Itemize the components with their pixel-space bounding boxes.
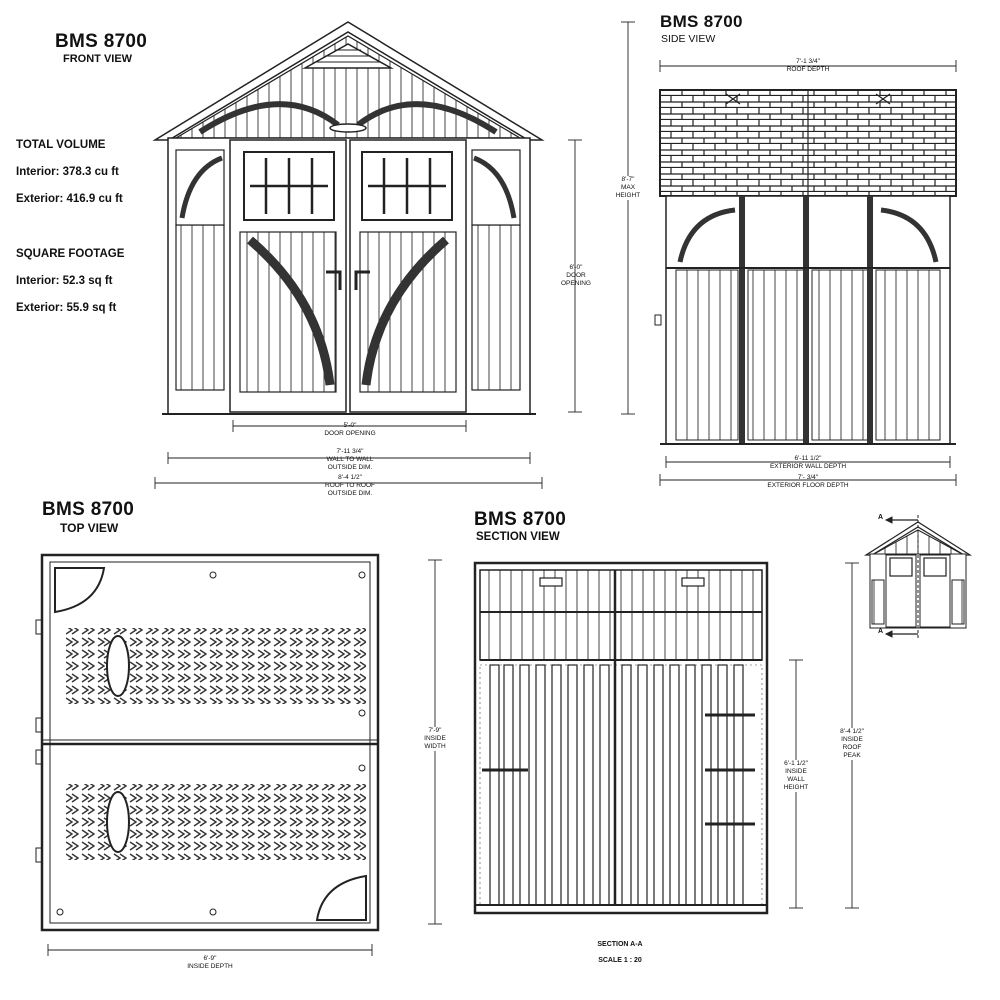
roof-width-label: 8'-4 1/2" ROOF TO ROOF OUTSIDE DIM. xyxy=(325,474,375,497)
footage-heading: SQUARE FOOTAGE xyxy=(16,248,125,260)
volume-interior: Interior: 378.3 cu ft xyxy=(16,166,119,178)
front-view-title: BMS 8700 xyxy=(55,31,148,52)
section-label: SECTION A-A xyxy=(597,941,643,948)
section-marker-top: A xyxy=(878,514,884,521)
section-view-drawing xyxy=(475,563,767,913)
section-marker-bottom: A xyxy=(878,628,884,635)
top-floor-outline xyxy=(42,555,378,930)
section-roof-band xyxy=(480,570,762,660)
footage-exterior: Exterior: 55.9 sq ft xyxy=(16,302,117,314)
max-height-label: 8'-7" MAX HEIGHT xyxy=(612,176,644,200)
volume-exterior: Exterior: 416.9 cu ft xyxy=(16,193,123,205)
side-view-title: BMS 8700 xyxy=(660,12,743,31)
floor-logo-2 xyxy=(107,792,129,852)
roof-depth-label: 7'-1 3/4" ROOF DEPTH xyxy=(786,58,830,73)
top-view-drawing xyxy=(36,555,378,930)
inside-width-label: 7'-9" INSIDE WIDTH xyxy=(420,727,450,751)
side-view-drawing xyxy=(655,90,956,444)
wall-depth-label: 6'-11 1/2" EXTERIOR WALL DEPTH xyxy=(769,455,847,470)
section-view-title: BMS 8700 xyxy=(474,509,567,530)
roof-peak-label: 8'-4 1/2" INSIDE ROOF PEAK xyxy=(836,728,868,760)
section-scale: SCALE 1 : 20 xyxy=(598,957,642,964)
floor-logo-1 xyxy=(107,636,129,696)
front-view-drawing xyxy=(155,22,542,414)
front-view-subtitle: FRONT VIEW xyxy=(63,53,133,65)
volume-heading: TOTAL VOLUME xyxy=(16,139,106,151)
floor-depth-label: 7'- 3/4" EXTERIOR FLOOR DEPTH xyxy=(767,474,849,489)
wall-width-label: 7'-11 3/4" WALL TO WALL OUTSIDE DIM. xyxy=(326,448,374,471)
side-view-subtitle: SIDE VIEW xyxy=(661,33,716,45)
section-view-subtitle: SECTION VIEW xyxy=(476,531,560,543)
door-height-label: 6'-0" DOOR OPENING xyxy=(561,264,591,287)
door-width-label: 5'-0" DOOR OPENING xyxy=(324,422,376,437)
inside-depth-label: 6'-9" INSIDE DEPTH xyxy=(187,955,233,970)
top-view-title: BMS 8700 xyxy=(42,499,135,520)
section-key-thumbnail xyxy=(866,515,970,640)
footage-interior: Interior: 52.3 sq ft xyxy=(16,275,113,287)
top-view-subtitle: TOP VIEW xyxy=(60,521,119,535)
wall-height-label: 6'-1 1/2" INSIDE WALL HEIGHT xyxy=(780,760,812,792)
